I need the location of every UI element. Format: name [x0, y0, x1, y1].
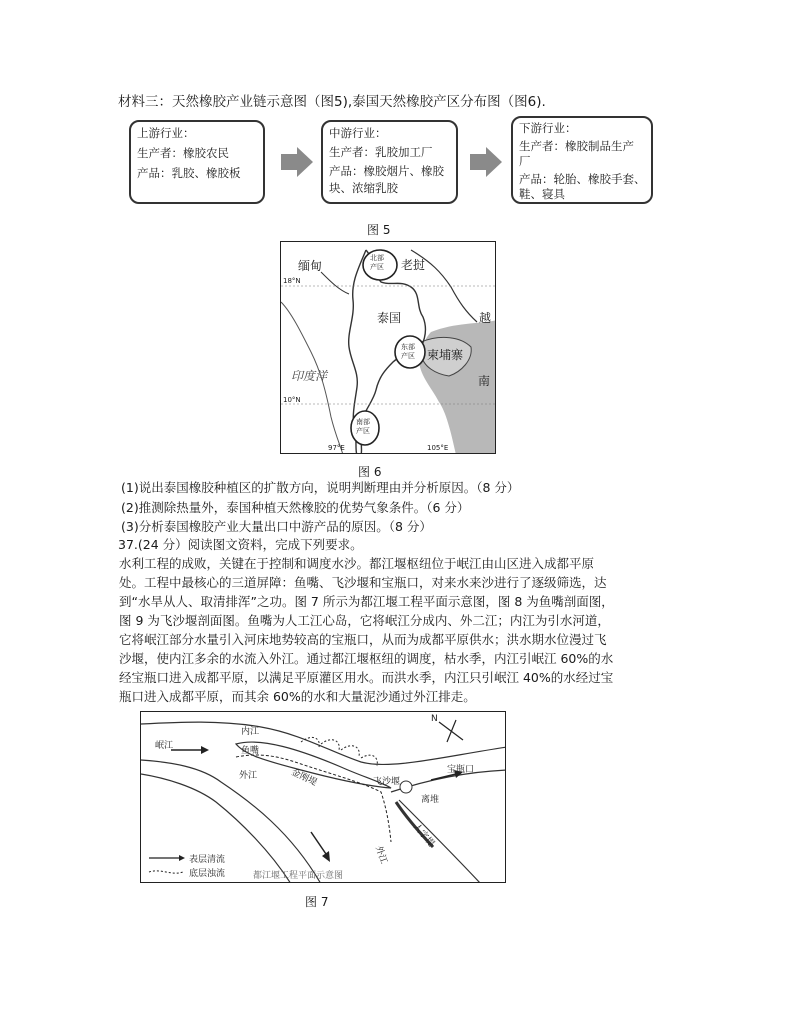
label-jingangdi: 金刚堤	[289, 767, 319, 789]
east-region-line2: 产区	[401, 352, 415, 360]
downstream-producer: 生产者：橡胶制品生产	[519, 138, 634, 153]
label-lat-18: 18°N	[283, 277, 301, 285]
label-thailand: 泰国	[377, 311, 402, 325]
legend-bottom: 底层浊流	[189, 869, 226, 879]
label-feishayan: 飞沙堰	[373, 777, 401, 787]
south-region-line2: 产区	[356, 427, 370, 435]
figure-5-caption: 图 5	[367, 223, 391, 237]
label-neijiang: 内江	[241, 727, 260, 737]
figure-6-map	[280, 241, 496, 454]
paragraph-line: 处。工程中最核心的三道屏障：鱼嘴、飞沙堰和宝瓶口，对来水来沙进行了逐级筛选，达	[119, 575, 607, 590]
legend-surface: 表层清流	[189, 855, 226, 865]
midstream-title: 中游行业：	[329, 126, 387, 140]
upstream-product: 产品：乳胶、橡胶板	[137, 166, 241, 180]
label-south-region	[356, 418, 370, 436]
figure-6-caption: 图 6	[358, 465, 382, 479]
label-lidui: 离堆	[421, 795, 440, 805]
question-1: (1)说出泰国橡胶种植区的扩散方向，说明判断理由并分析原因。（8 分）	[121, 480, 520, 495]
paragraph-line: 图 9 为飞沙堰剖面图。鱼嘴为人工江心岛，它将岷江分成内、外二江；内江为引水河道，	[119, 613, 610, 628]
figure-7-subtitle: 都江堰工程平面示意图	[253, 871, 344, 881]
north-region-line2: 产区	[370, 263, 384, 271]
label-vietnam-1: 越	[479, 311, 492, 325]
figure-7-caption: 图 7	[305, 895, 329, 909]
label-east-region	[401, 343, 415, 361]
downstream-product-cont: 鞋、寝具	[519, 187, 565, 201]
question-37-header: 37.(24 分）阅读图文资料，完成下列要求。	[118, 537, 363, 552]
label-renzidi: 人字堤	[410, 821, 436, 850]
paragraph-line: 经宝瓶口进入成都平原，以满足平原灌区用水。而洪水季，内江只引岷江 40%的水经过宝	[119, 670, 614, 685]
paragraph-line: 瓶口进入成都平原，而其余 60%的水和大量泥沙通过外江排走。	[119, 689, 476, 704]
label-lat-10: 10°N	[283, 396, 301, 404]
material-heading: 材料三：天然橡胶产业链示意图（图5),泰国天然橡胶产区分布图（图6).	[118, 94, 546, 110]
label-north-region	[370, 254, 384, 272]
midstream-product: 产品：橡胶烟片、橡胶	[329, 164, 444, 178]
downstream-title: 下游行业：	[519, 121, 577, 135]
downstream-producer-cont: 厂	[519, 154, 531, 168]
midstream-box	[321, 120, 458, 204]
question-3: (3)分析泰国橡胶产业大量出口中游产品的原因。（8 分）	[121, 519, 432, 534]
paragraph-line: 水利工程的成败，关键在于控制和调度水沙。都江堰枢纽位于岷江由山区进入成都平原	[119, 556, 595, 571]
downstream-product: 产品：轮胎、橡胶手套、	[519, 171, 646, 186]
label-baopingkou: 宝瓶口	[447, 765, 475, 775]
label-laos: 老挝	[401, 258, 426, 272]
north-region-line1: 北部	[370, 254, 384, 262]
paragraph-line: 到“水旱从人、取清排浑”之功。图 7 所示为都江堰工程平面示意图，图 8 为鱼嘴剖面图，	[119, 594, 614, 609]
label-minjiang: 岷江	[155, 741, 174, 751]
upstream-producer: 生产者：橡胶农民	[137, 146, 229, 160]
figure-7-diagram	[140, 711, 506, 883]
paragraph-line: 它将岷江部分水量引入河床地势较高的宝瓶口，从而为成都平原供水；洪水期水位漫过飞	[119, 632, 607, 647]
upstream-box	[129, 120, 265, 204]
east-region-line1: 东部	[401, 343, 415, 351]
label-yuzui: 鱼嘴	[241, 746, 260, 756]
label-lon-105: 105°E	[427, 444, 449, 452]
downstream-box	[511, 116, 653, 204]
north-icon: N	[431, 714, 438, 724]
midstream-producer: 生产者：乳胶加工厂	[329, 145, 433, 159]
arrow-icon	[279, 144, 315, 180]
label-vietnam-2: 南	[478, 374, 491, 388]
paragraph-line: 沙堰，使内江多余的水流入外江。通过都江堰枢纽的调度，枯水季，内江引岷江 60%的水	[119, 651, 614, 666]
label-myanmar: 缅甸	[298, 259, 323, 273]
label-cambodia: 柬埔寨	[427, 348, 464, 362]
label-waijiang-lower: 外江	[372, 844, 389, 866]
label-waijiang: 外江	[239, 771, 258, 781]
midstream-product-cont: 块、浓缩乳胶	[329, 181, 398, 195]
arrow-icon	[468, 144, 504, 180]
question-2: (2)推测除热量外，泰国种植天然橡胶的优势气象条件。（6 分）	[121, 500, 470, 515]
south-region-line1: 南部	[356, 418, 370, 426]
upstream-title: 上游行业：	[137, 126, 195, 140]
label-lon-97: 97°E	[328, 444, 345, 452]
label-indian-ocean: 印度洋	[291, 369, 328, 383]
